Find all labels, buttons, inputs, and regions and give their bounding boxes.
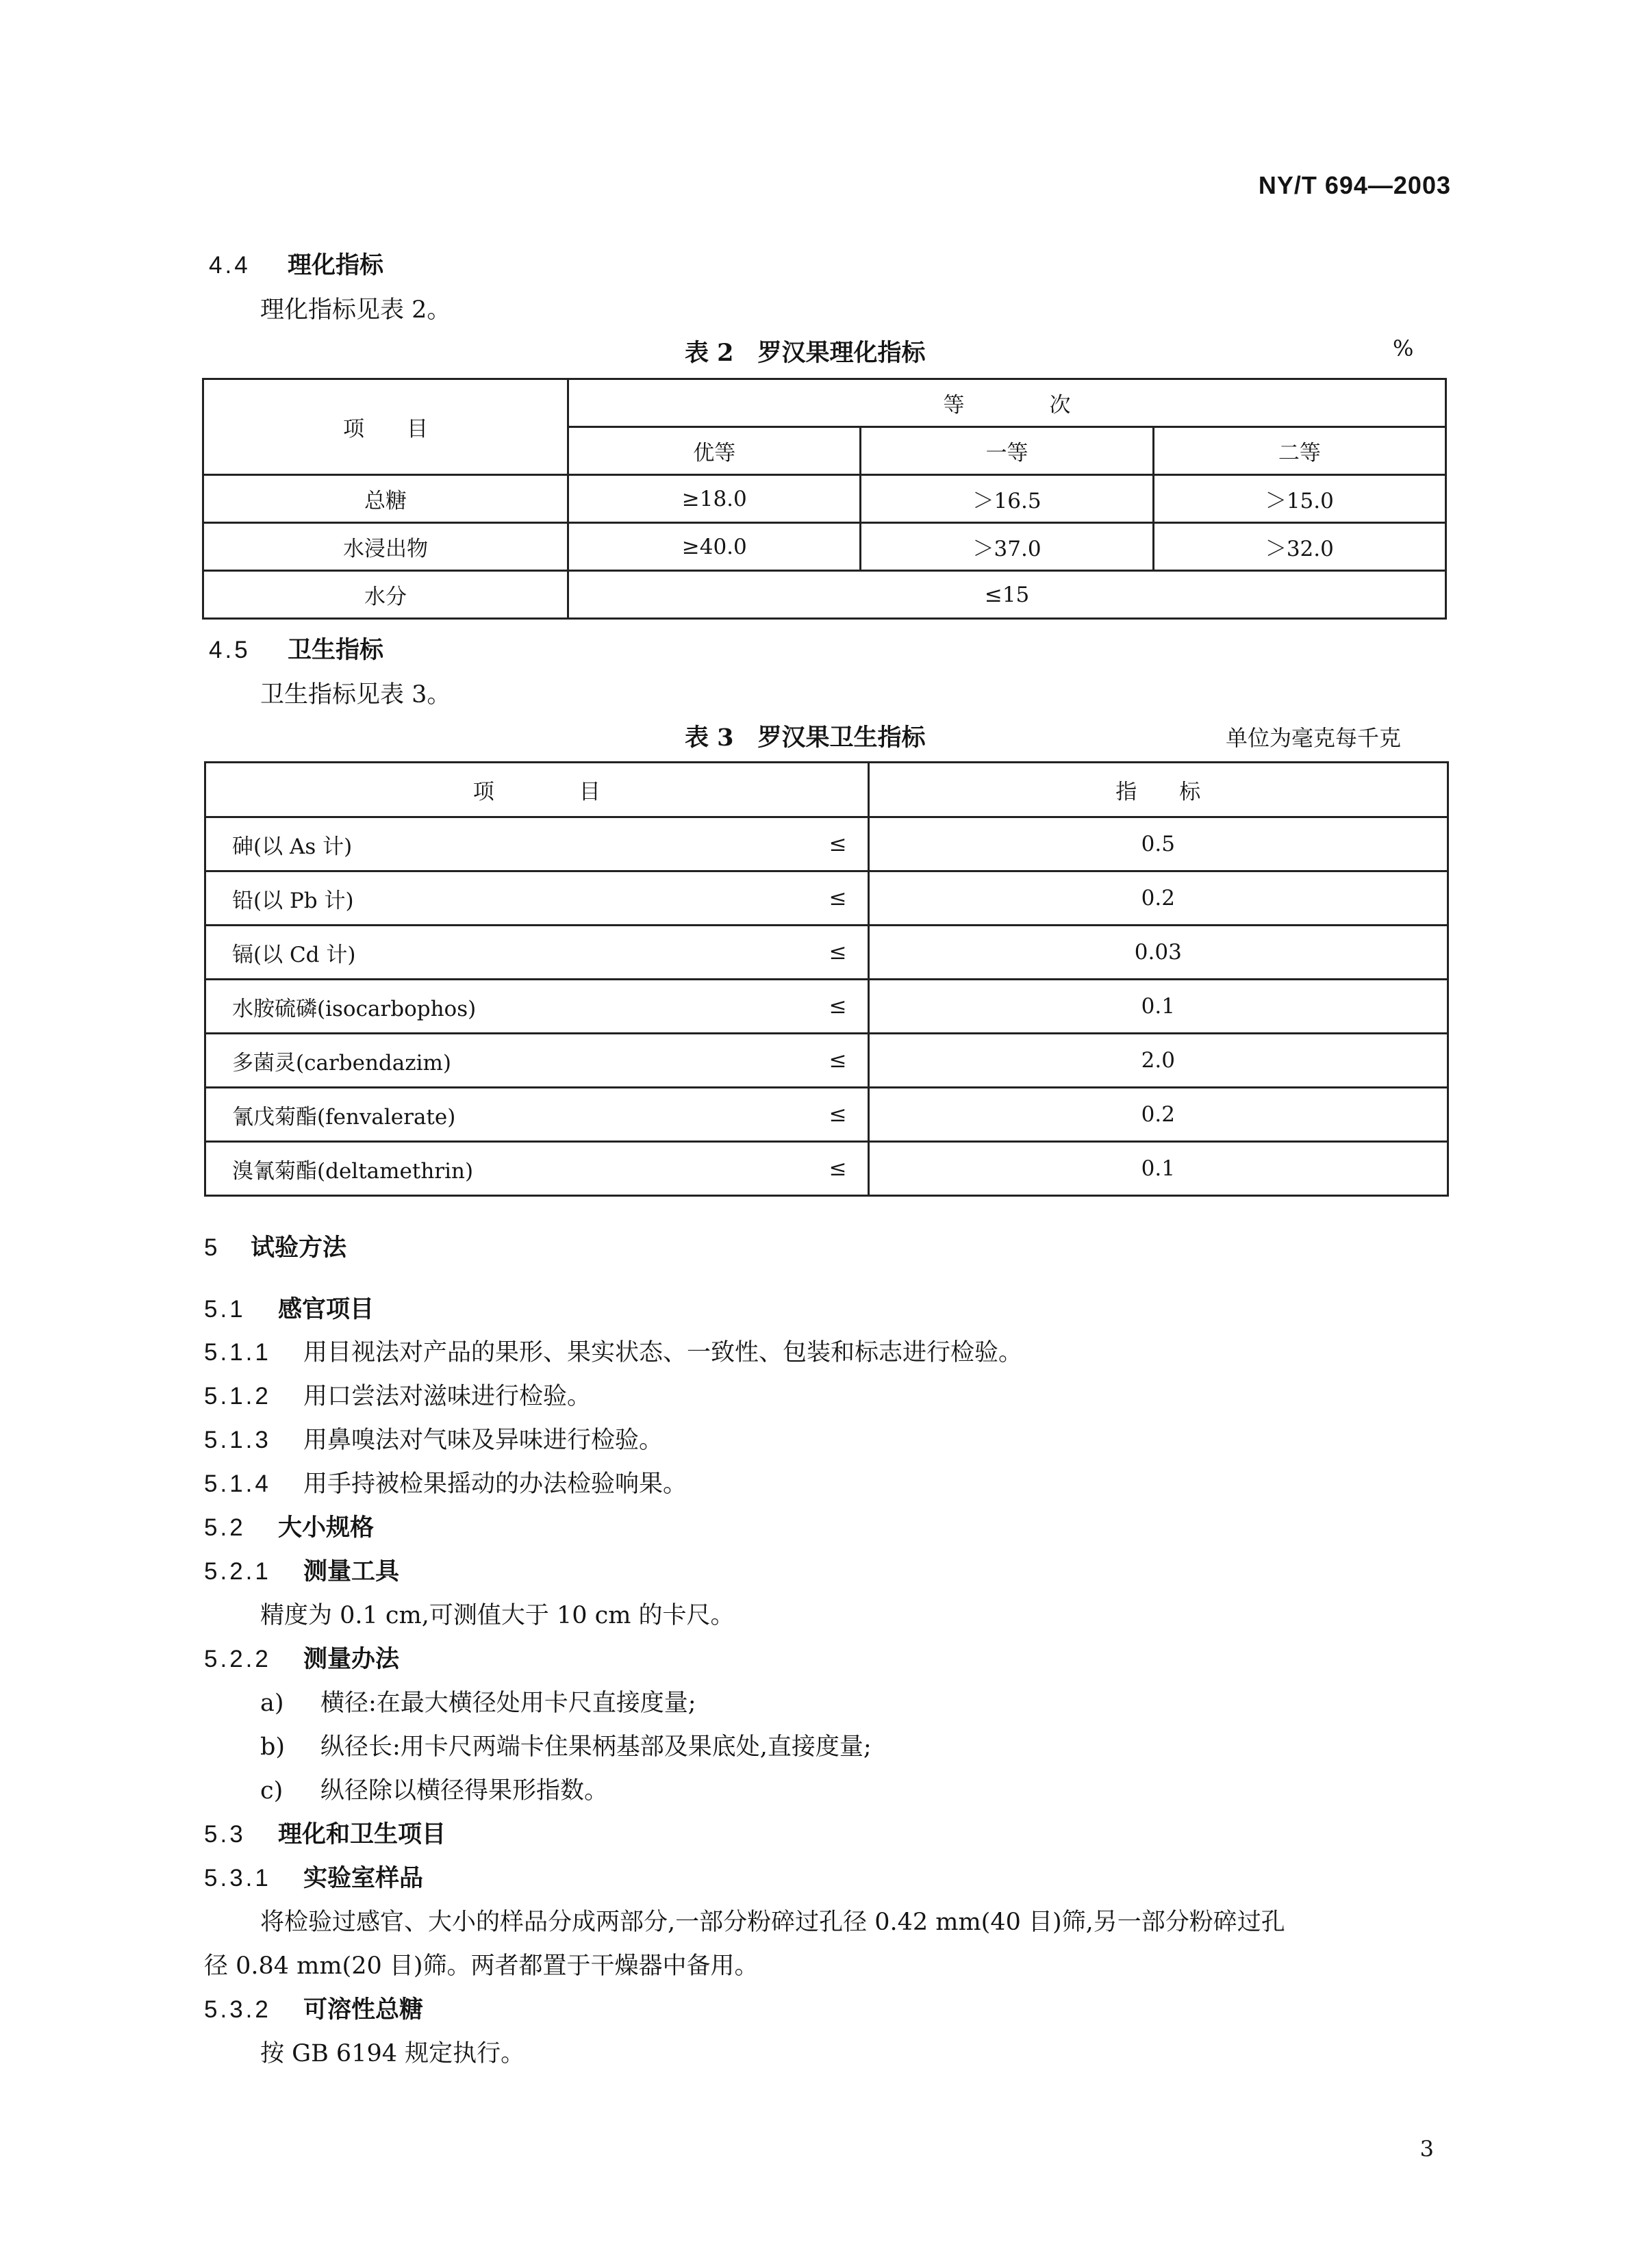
table2-grade-cell: 二等: [1153, 427, 1445, 475]
section-title: 试验方法: [251, 1234, 347, 1262]
section-number: 5.1.2: [204, 1383, 271, 1410]
table2-row-name: 水分: [203, 571, 568, 619]
table3-header-row: [205, 763, 1448, 817]
section-title: 卫生指标: [288, 636, 384, 664]
section-5-1-2: [204, 1377, 591, 1412]
table-row: [205, 1088, 1448, 1142]
table-row: [205, 871, 1448, 926]
table2-header-row: [203, 379, 1446, 427]
section-title: 测量办法: [303, 1645, 400, 1673]
table3-unit: 单位为毫克每千克: [1226, 725, 1402, 751]
table3-row-name: 铅(以 Pb 计): [205, 871, 800, 926]
standard-code: NY/T 694—2003: [1258, 171, 1451, 199]
section-title: 大小规格: [278, 1514, 375, 1542]
section-5-3-1-line1: 将检验过感官、大小的样品分成两部分,一部分粉碎过孔径 0.42 mm(40 目)筛,另一部分粉碎过孔: [260, 1909, 1285, 1936]
section-5-heading: [204, 1229, 346, 1263]
table2-row-name: 水浸出物: [203, 523, 568, 571]
table3-col-index: 指 标: [868, 763, 1448, 817]
section-4-4-heading: [209, 246, 383, 281]
table3-row-name: 溴氰菊酯(deltamethrin): [205, 1142, 800, 1196]
section-4-4-text: 理化指标见表 2。: [260, 296, 451, 324]
table2-grade-cell: 优等: [568, 427, 861, 475]
section-5-2-2-heading: [204, 1640, 399, 1674]
section-5-1-heading: [204, 1290, 374, 1325]
table3-row-name: 镉(以 Cd 计): [205, 926, 800, 980]
list-text: 纵径除以横径得果形指数。: [320, 1777, 609, 1805]
table-row: [203, 571, 1446, 619]
list-item: [260, 1684, 696, 1718]
section-4-5-heading: [209, 631, 383, 665]
list-item: [260, 1728, 872, 1762]
section-5-1-4: [204, 1465, 687, 1499]
list-marker: a): [260, 1690, 284, 1717]
table2-caption: 表 2 罗汉果理化指标: [685, 339, 926, 367]
table-row: [205, 817, 1448, 871]
table3-row-operator: ≤: [800, 1142, 868, 1196]
section-5-1-1: [204, 1334, 1022, 1368]
section-number: 5.1: [204, 1296, 246, 1323]
table3-row-name: 氰戊菊酯(fenvalerate): [205, 1088, 800, 1142]
table3-row-name: 砷(以 As 计): [205, 817, 800, 871]
table3-row-operator: ≤: [800, 980, 868, 1034]
table3-row-value: 0.5: [868, 817, 1448, 871]
table3: [204, 761, 1449, 1197]
section-title: 测量工具: [303, 1557, 400, 1585]
section-number: 5.1.4: [204, 1470, 271, 1497]
section-title: 理化和卫生项目: [278, 1820, 446, 1848]
section-number: 5.1.3: [204, 1427, 271, 1453]
list-marker: c): [260, 1777, 283, 1805]
section-text: 用鼻嗅法对气味及异味进行检验。: [303, 1427, 664, 1454]
table2-cell: ≥18.0: [568, 475, 861, 523]
table3-col-item: 项 目: [205, 763, 869, 817]
section-number: 5.2.1: [204, 1558, 271, 1585]
section-5-2-1-text: 精度为 0.1 cm,可测值大于 10 cm 的卡尺。: [260, 1602, 735, 1629]
section-number: 5.3: [204, 1821, 246, 1848]
section-number: 5.2: [204, 1514, 246, 1541]
table2-unit: %: [1393, 335, 1414, 361]
section-number: 4.5: [209, 637, 251, 663]
table-row: [205, 1142, 1448, 1196]
section-5-3-1-line2: 径 0.84 mm(20 目)筛。两者都置于干燥器中备用。: [204, 1952, 759, 1980]
table2-cell: ＞15.0: [1153, 475, 1445, 523]
section-number: 5.1.1: [204, 1339, 271, 1366]
list-item: [260, 1772, 608, 1806]
table-row: [203, 475, 1446, 523]
table3-row-value: 0.1: [868, 980, 1448, 1034]
table2-cell: ≤15: [568, 571, 1446, 619]
table3-row-value: 0.2: [868, 871, 1448, 926]
section-text: 用手持被检果摇动的办法检验响果。: [303, 1470, 687, 1498]
table2-cell: ＞37.0: [861, 523, 1153, 571]
list-text: 纵径长:用卡尺两端卡住果柄基部及果底处,直接度量;: [320, 1733, 872, 1761]
section-title: 可溶性总糖: [303, 1996, 424, 2024]
section-5-3-heading: [204, 1815, 446, 1850]
table2-cell: ＞32.0: [1153, 523, 1445, 571]
section-number: 4.4: [209, 252, 251, 279]
section-number: 5.3.1: [204, 1865, 271, 1891]
table3-row-value: 0.03: [868, 926, 1448, 980]
table3-row-operator: ≤: [800, 817, 868, 871]
table3-row-value: 0.2: [868, 1088, 1448, 1142]
table2-cell: ＞16.5: [861, 475, 1153, 523]
table-row: [205, 980, 1448, 1034]
table3-row-operator: ≤: [800, 1034, 868, 1088]
section-title: 感官项目: [278, 1295, 375, 1323]
table3-row-value: 0.1: [868, 1142, 1448, 1196]
section-number: 5.2.2: [204, 1646, 271, 1672]
section-text: 用目视法对产品的果形、果实状态、一致性、包装和标志进行检验。: [303, 1339, 1023, 1366]
section-5-3-2-text: 按 GB 6194 规定执行。: [260, 2040, 525, 2067]
section-text: 用口尝法对滋味进行检验。: [303, 1383, 592, 1410]
list-marker: b): [260, 1733, 286, 1761]
table-row: [203, 523, 1446, 571]
table2-col-item: 项 目: [203, 379, 568, 475]
table2-cell: ≥40.0: [568, 523, 861, 571]
table2-grade-cell: 一等: [861, 427, 1153, 475]
section-5-3-2-heading: [204, 1991, 423, 2025]
table3-caption: 表 3 罗汉果卫生指标: [685, 724, 926, 752]
section-5-3-1-heading: [204, 1859, 423, 1894]
table2-row-name: 总糖: [203, 475, 568, 523]
table-row: [205, 1034, 1448, 1088]
table-row: [205, 926, 1448, 980]
table3-row-operator: ≤: [800, 926, 868, 980]
table3-row-operator: ≤: [800, 1088, 868, 1142]
section-5-2-1-heading: [204, 1553, 399, 1587]
section-title: 实验室样品: [303, 1864, 424, 1892]
table3-row-value: 2.0: [868, 1034, 1448, 1088]
section-4-5-text: 卫生指标见表 3。: [260, 681, 451, 709]
page-number: 3: [1419, 2136, 1434, 2162]
table3-row-name: 多菌灵(carbendazim): [205, 1034, 800, 1088]
table2: [202, 378, 1447, 620]
section-5-1-3: [204, 1421, 663, 1455]
table2-col-grade: 等 次: [568, 379, 1446, 427]
section-number: 5: [204, 1234, 220, 1261]
table3-row-operator: ≤: [800, 871, 868, 926]
section-number: 5.3.2: [204, 1996, 271, 2023]
list-text: 横径:在最大横径处用卡尺直接度量;: [320, 1690, 696, 1717]
section-5-2-heading: [204, 1509, 374, 1543]
table3-row-name: 水胺硫磷(isocarbophos): [205, 980, 800, 1034]
section-title: 理化指标: [288, 251, 384, 279]
